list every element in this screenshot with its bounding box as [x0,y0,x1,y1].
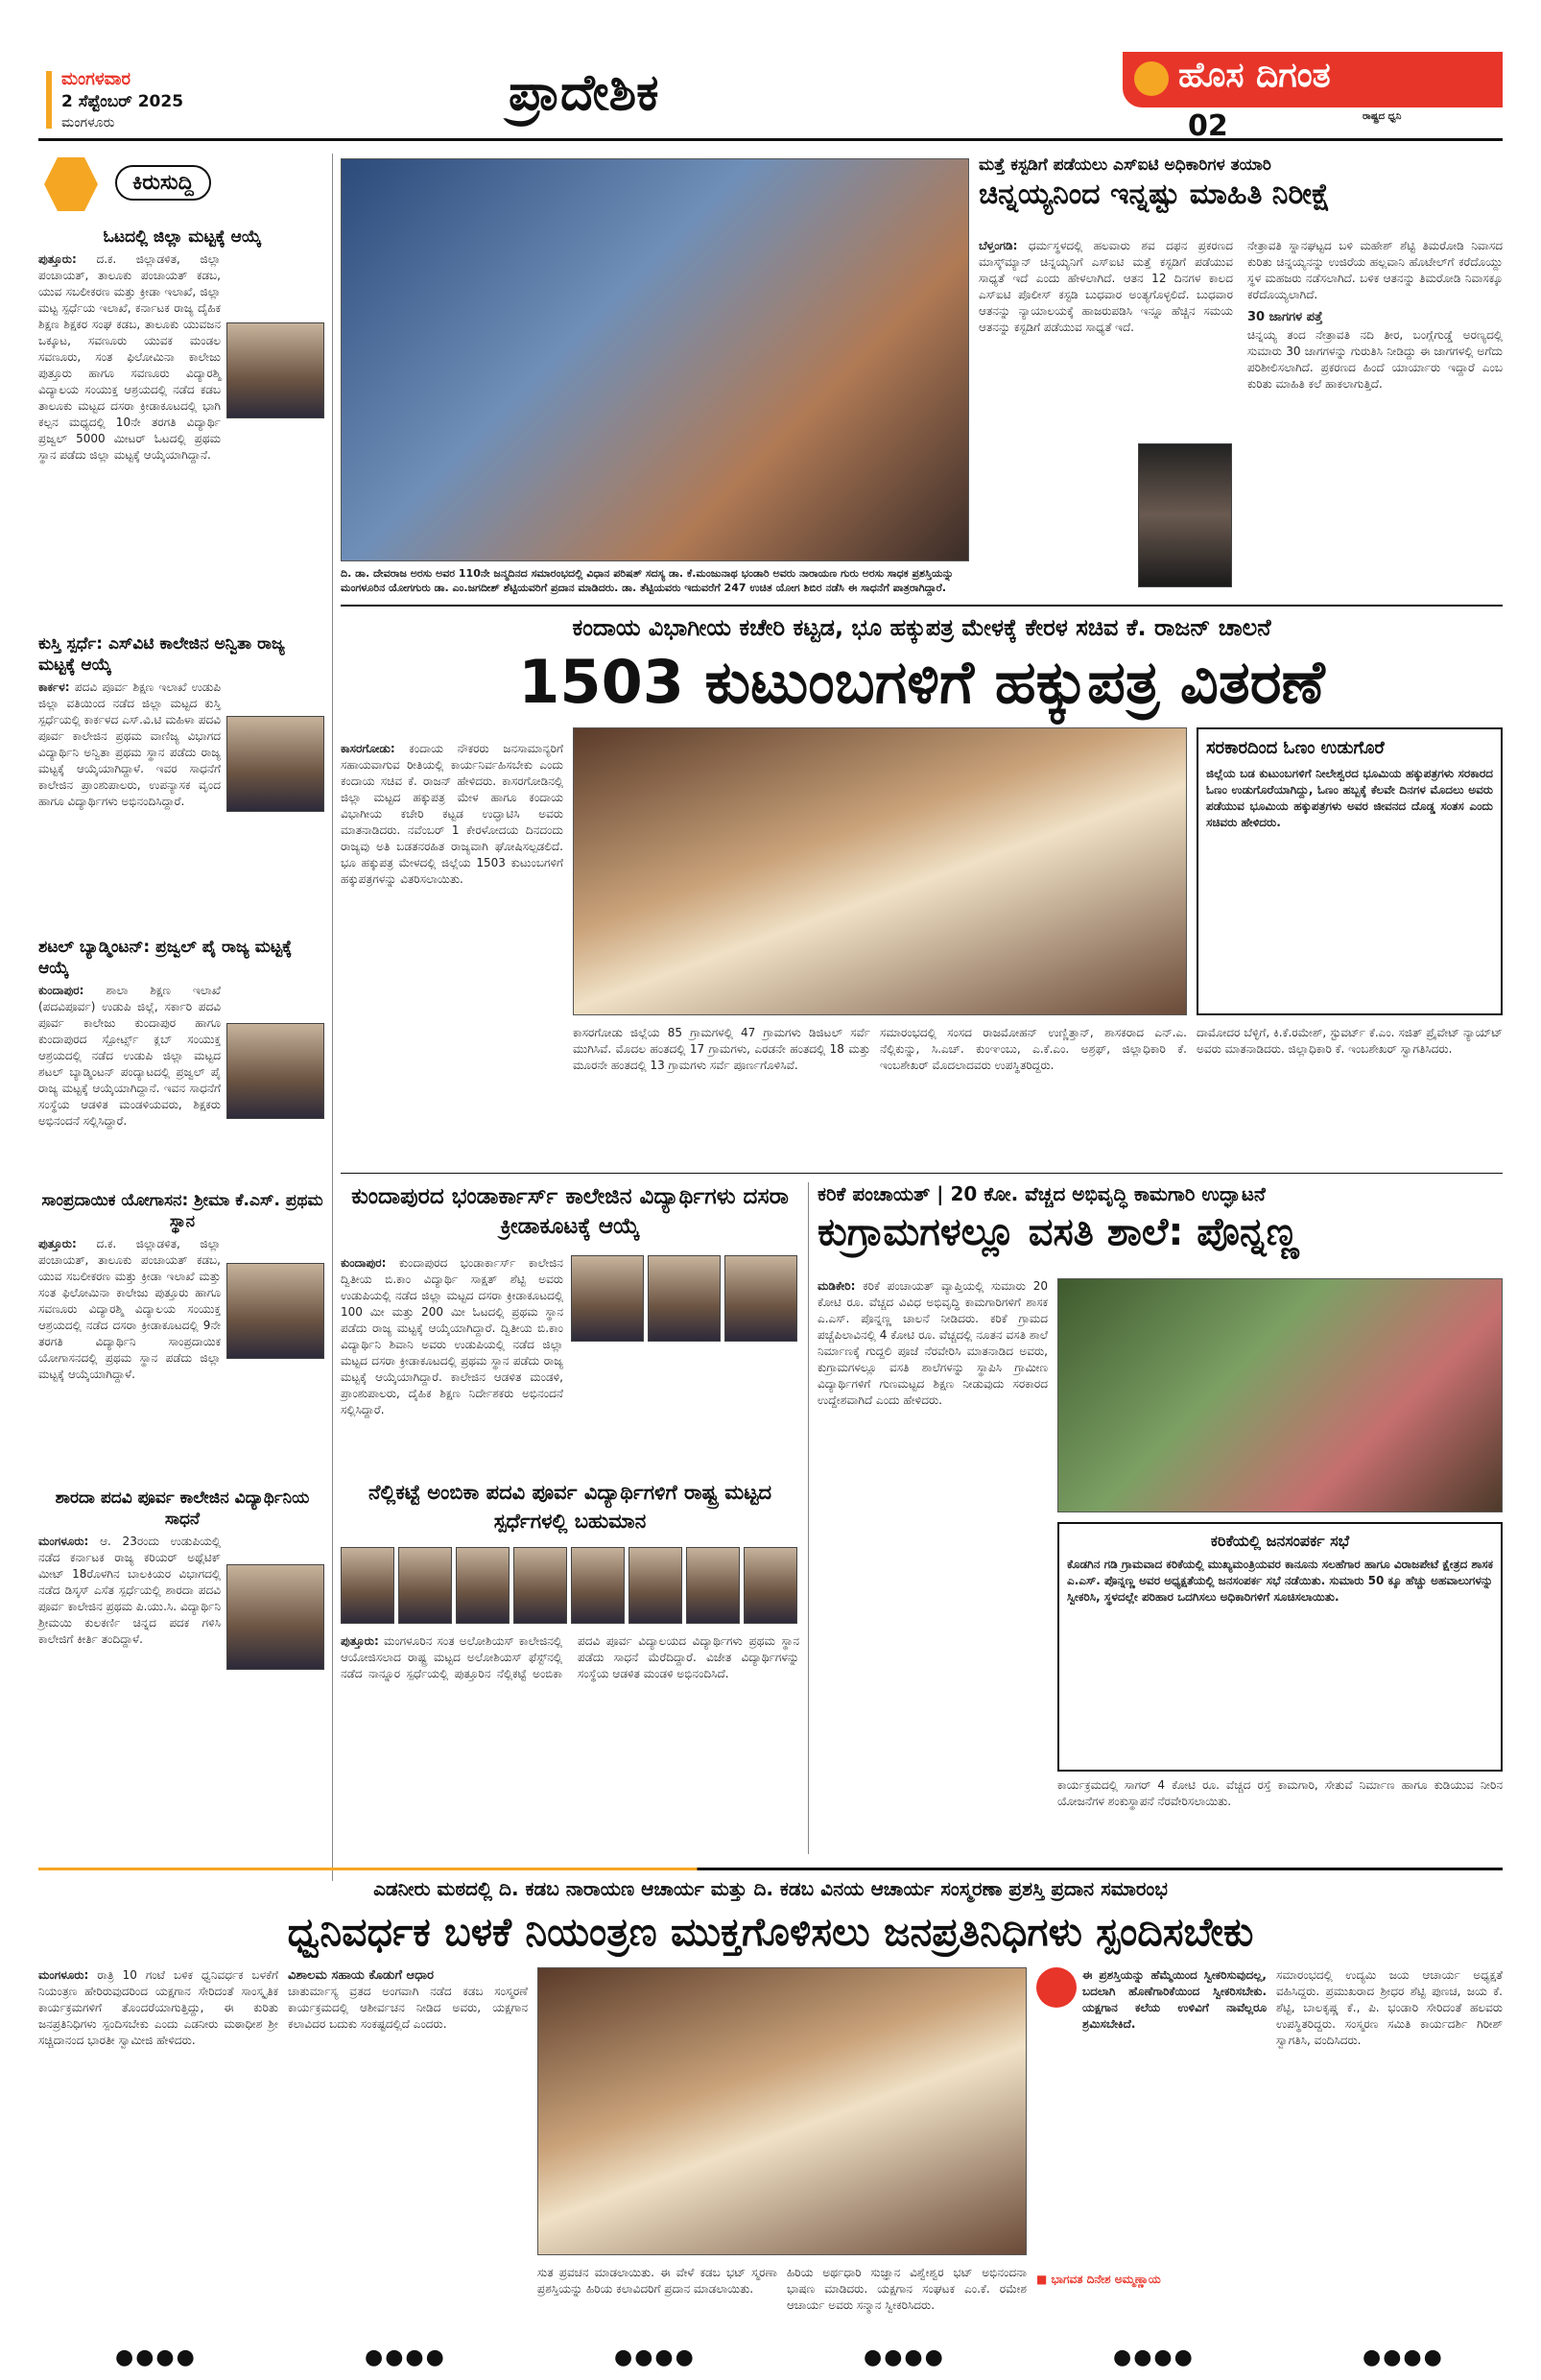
masthead-day: ಮಂಗಳವಾರ [61,69,131,89]
brief-5 [38,1488,326,1648]
brief-place: ಪುತ್ತೂರು: [38,252,77,266]
brief-2 [38,633,326,810]
day-bar [46,71,52,129]
karike-text: ಕರಿಕೆ ಪಂಚಾಯತ್ ವ್ಯಾಪ್ತಿಯಲ್ಲಿ ಸುಮಾರು 20 ಕೋಟಿ ರೂ. ವೆಚ್ಚದ ವಿವಿಧ ಅಭಿವೃದ್ಧಿ ಕಾಮಗಾರಿಗಳಿಗೆ ಶಾಸಕ ಎ.ಎಸ್. ಪೊನ್ನಣ್ಣ ಚಾಲನೆ ನೀಡಿದರು. ಕರಿಕೆ ಗ್ರಾಮದ ಪಚ್ಚೆಪಿಲಾವಿನಲ್ಲಿ 4 ಕೋಟಿ ರೂ. ವೆಚ್ಚದಲ್ಲಿ ನೂತನ ವಸತಿ ಶಾಲೆ ನಿರ್ಮಾಣಕ್ಕೆ ಗುದ್ದಲಿ ಪೂಜೆ ನೆರವೇರಿಸಿ ಮಾತನಾಡಿದ ಅವರು, ಕುಗ್ರಾಮಗಳಲ್ಲೂ ವಸತಿ ಶಾಲೆಗಳನ್ನು ಸ್ಥಾಪಿಸಿ ಗ್ರಾಮೀಣ ವಿದ್ಯಾರ್ಥಿಗಳಿಗೆ ಗುಣಮಟ್ಟದ ಶಿಕ್ಷಣ ನೀಡುವುದು ಸರಕಾರದ ಉದ್ದೇಶವಾಗಿದೆ ಎಂದು ಹೇಳಿದರು. [818,1279,1048,1407]
brief-text: ದ.ಕ. ಜಿಲ್ಲಾಡಳಿತ, ಜಿಲ್ಲಾ ಪಂಚಾಯತ್, ತಾಲೂಕು ಪಂಚಾಯತ್ ಕಡಬ, ಯುವ ಸಬಲೀಕರಣ ಮತ್ತು ಕ್ರೀಡಾ ಇಲಾಖೆ ಮತ್ತು ಸಂತ ಫಿಲೋಮಿನಾ ಕಾಲೇಜು ಪುತ್ತೂರು ಹಾಗೂ ಸವಣೂರು ವಿದ್ಯಾರಶ್ಮಿ ವಿದ್ಯಾಲಯ ಸಂಯುಕ್ತ ಆಶ್ರಯದಲ್ಲಿ ನಡೆದ ದಸರಾ ಕ್ರೀಡಾಕೂಟದಲ್ಲಿ 9ನೇ ತರಗತಿ ವಿದ್ಯಾರ್ಥಿನಿ ಸಾಂಪ್ರದಾಯಿಕ ಯೋಗಾಸನದಲ್ಲಿ ಪ್ರಥಮ ಸ್ಥಾನ ಪಡೆದು ಜಿಲ್ಲಾ ಮಟ್ಟಕ್ಕೆ ಆಯ್ಕೆಯಾಗಿದ್ದಾಳೆ. [38,1237,221,1381]
lead-sidebar-after: ದಾಮೋದರ ಬೆಳ್ಳಿಗೆ, ಕಿ.ಕೆ.ರಮೇಶ್, ಸ್ಟುವರ್ಟ್ ಕೆ.ಎಂ. ಸಜಿತ್ ಪ್ರೈವೇಟ್ ನ್ಯಾಯ್‌ಟ್ ಅವರು ಮಾತನಾಡಿದರು. ಜಿಲ್ಲಾಧಿಕಾರಿ ಕೆ. ಇಂಬಶೇಖರ್ ಸ್ವಾಗತಿಸಿದರು. [1197,1026,1503,1056]
continue-marker: ●●●● [614,2345,696,2369]
quote-text: ಈ ಪ್ರಶಸ್ತಿಯನ್ನು ಹೆಮ್ಮೆಯಿಂದ ಸ್ವೀಕರಿಸುವುದಲ್ಲ, ಬದಲಾಗಿ ಹೊಣೆಗಾರಿಕೆಯಿಂದ ಸ್ವೀಕರಿಸಬೇಕು. ಯಕ್ಷಗಾನ ಕಲೆಯ ಉಳಿವಿಗೆ ನಾವೆಲ್ಲರೂ ಶ್ರಮಿಸಬೇಕಿದೆ. [1082,1968,1267,2031]
karike-box-text: ಕೊಡಗಿನ ಗಡಿ ಗ್ರಾಮವಾದ ಕರಿಕೆಯಲ್ಲಿ ಮುಖ್ಯಮಂತ್ರಿಯವರ ಕಾನೂನು ಸಲಹೆಗಾರ ಹಾಗೂ ವಿರಾಜಪೇಟೆ ಕ್ಷೇತ್ರದ ಶಾಸಕ ಎ.ಎಸ್. ಪೊನ್ನಣ್ಣ ಅವರ ಅಧ್ಯಕ್ಷತೆಯಲ್ಲಿ ಜನಸಂಪರ್ಕ ಸಭೆ ನಡೆಯಿತು. ಸುಮಾರು 50 ಕ್ಕೂ ಹೆಚ್ಚು ಅಹವಾಲುಗಳನ್ನು ಸ್ವೀಕರಿಸಿ, ಸ್ಥಳದಲ್ಲೇ ಪರಿಹಾರ ಒದಗಿಸಲು ಅಧಿಕಾರಿಗಳಿಗೆ ಸೂಚಿಸಲಾಯಿತು. [1067,1558,1493,1604]
award-photo [341,158,969,561]
student-photo [744,1547,797,1624]
kiru-column [38,154,326,1478]
brief-text: ಶಾಲಾ ಶಿಕ್ಷಣ ಇಲಾಖೆ (ಪದವಿಪೂರ್ವ) ಉಡುಪಿ ಜಿಲ್ಲೆ, ಸರ್ಕಾರಿ ಪದವಿ ಪೂರ್ವ ಕಾಲೇಜು ಕುಂದಾಪುರ ಹಾಗೂ ಕುಂದಾಪುರದ ಸ್ಪೋರ್ಟ್ಸ್ ಕ್ಲಬ್ ಸಂಯುಕ್ತ ಆಶ್ರಯದಲ್ಲಿ ನಡೆದ ಉಡುಪಿ ಜಿಲ್ಲಾ ಮಟ್ಟದ ಶಟಲ್ ಬ್ಯಾಡ್ಮಿಂಟನ್ ಪಂದ್ಯಾಟದಲ್ಲಿ ಪ್ರಜ್ವಲ್ ಪೈ ರಾಜ್ಯ ಮಟ್ಟಕ್ಕೆ ಆಯ್ಕೆಯಾಗಿದ್ದಾನೆ. ಇವನ ಸಾಧನೆಗೆ ಸಂಸ್ಥೆಯ ಆಡಳಿತ ಮಂಡಳಿಯವರು, ಶಿಕ್ಷಕರು ಅಭಿನಂದನೆ ಸಲ್ಲಿಸಿದ್ದಾರೆ. [38,984,221,1128]
kiru-label: ಕಿರುಸುದ್ದಿ [115,165,211,201]
student-photo-3 [724,1255,797,1342]
kundapura-body [341,1255,563,1418]
brief-title: ಓಟದಲ್ಲಿ ಜಿಲ್ಲಾ ಮಟ್ಟಕ್ಕೆ ಆಯ್ಕೆ [103,227,262,247]
lead-kicker: ಕಂದಾಯ ವಿಭಾಗೀಯ ಕಚೇರಿ ಕಟ್ಟಡ, ಭೂ ಹಕ್ಕುಪತ್ರ ಮೇಳಕ್ಕೆ ಕೇರಳ ಸಚಿವ ಕೆ. ರಾಜನ್ ಚಾಲನೆ [572,614,1271,641]
karike-headline: ಕುಗ್ರಾಮಗಳಲ್ಲೂ ವಸತಿ ಶಾಲೆ: ಪೊನ್ನಣ್ಣ [818,1210,1299,1254]
brief-photo [226,1023,324,1119]
column-rule [332,154,333,1881]
brief-photo [226,322,324,418]
student-photo-strip [341,1547,799,1624]
lead-col3 [880,1025,1187,1074]
kundapura-text: ಕುಂದಾಪುರದ ಭಂಡಾರ್ಕಾರ್ಸ್ ಕಾಲೇಜಿನ ದ್ವಿತೀಯ ಬಿ.ಕಾಂ ವಿದ್ಯಾರ್ಥಿ ಸಾಕ್ಷತ್ ಶೆಟ್ಟಿ ಅವರು ಉಡುಪಿಯಲ್ಲಿ ನಡೆದ ಜಿಲ್ಲಾ ಮಟ್ಟದ ದಸರಾ ಕ್ರೀಡಾಕೂಟದಲ್ಲಿ 100 ಮೀ ಮತ್ತು 200 ಮೀ ಓಟದಲ್ಲಿ ಪ್ರಥಮ ಸ್ಥಾನ ಪಡೆದು ರಾಜ್ಯ ಮಟ್ಟಕ್ಕೆ ಆಯ್ಕೆಯಾಗಿದ್ದಾರೆ. ದ್ವಿತೀಯ ಬಿ.ಕಾಂ ವಿದ್ಯಾರ್ಥಿನಿ ಶಿವಾನಿ ಅವರು ಉಡುಪಿಯಲ್ಲಿ ನಡೆದ ಜಿಲ್ಲಾ ಮಟ್ಟದ ದಸರಾ ಕ್ರೀಡಾಕೂಟದಲ್ಲಿ ಪ್ರಥಮ ಸ್ಥಾನ ಪಡೆದು ರಾಜ್ಯ ಮಟ್ಟಕ್ಕೆ ಆಯ್ಕೆಯಾಗಿದ್ದಾರೆ. ಕಾಲೇಜಿನ ಆಡಳಿತ ಮಂಡಳಿ, ಪ್ರಾಂಶುಪಾಲರು, ದೈಹಿಕ ಶಿಕ್ಷಣ ನಿರ್ದೇಶಕರು ಅಭಿನಂದನೆ ಸಲ್ಲಿಸಿದ್ದಾರೆ. [341,1256,563,1416]
top-story-col2 [1247,238,1503,393]
masthead [38,56,1503,143]
top-story-kicker: ಮತ್ತೆ ಕಸ್ಟಡಿಗೆ ಪಡೆಯಲು ಎಸ್‌ಐಟಿ ಅಧಿಕಾರಿಗಳ ತಯಾರಿ [979,155,1271,175]
lead-headline: 1503 ಕುಟುಂಬಗಳಿಗೆ ಹಕ್ಕುಪತ್ರ ವಿತರಣೆ [518,647,1325,717]
continue-marker: ●●●● [1113,2345,1195,2369]
lead-col2 [573,1025,870,1074]
karike-story [818,1182,1503,1854]
karike-col1 [818,1278,1048,1844]
brief-photo [226,1263,324,1359]
section-title: ಪ್ರಾದೇಶಿಕ [509,63,659,122]
nellikatte-text: ಮಂಗಳೂರಿನ ಸಂತ ಅಲೋಶಿಯಸ್ ಕಾಲೇಜಿನಲ್ಲಿ ಆಯೋಜಿಸಲಾದ ರಾಷ್ಟ್ರ ಮಟ್ಟದ ಅಲೋಶಿಯಸ್ ಫೆಸ್ಟ್‌ನಲ್ಲಿ ನಡೆದ ನಾನ್ನೂರ ಸ್ಪರ್ಧೆಯಲ್ಲಿ ಪುತ್ತೂರಿನ ನೆಲ್ಲಿಕಟ್ಟೆ ಅಂಬಿಕಾ ಪದವಿ ಪೂರ್ವ ವಿದ್ಯಾಲಯದ ವಿದ್ಯಾರ್ಥಿಗಳು ಪ್ರಥಮ ಸ್ಥಾನ ಪಡೆದು ಸಾಧನೆ ಮೆರೆದಿದ್ದಾರೆ. ವಿಜೇತ ವಿದ್ಯಾರ್ಥಿಗಳನ್ನು ಸಂಸ್ಥೆಯ ಆಡಳಿತ ಮಂಡಳಿ ಅಭಿನಂದಿಸಿದೆ. [341,1634,799,1680]
bottom-col3: ಸುತ ಪ್ರವಚನ ಮಾಡಲಾಯಿತು. ಈ ವೇಳೆ ಕಡಬ ಭಟ್ ಸ್ಮರಣಾ ಪ್ರಶಸ್ತಿಯನ್ನು ಹಿರಿಯ ಕಲಾವಿದರಿಗೆ ಪ್ರದಾನ ಮಾಡಲಾಯಿತು. [537,2266,777,2296]
karike-photo [1057,1278,1503,1512]
quote-author-name: ಭಾಗವತ ದಿನೇಶ ಅಮ್ಮಣ್ಣಾಯ [1051,2273,1161,2286]
brief-body [38,983,221,1130]
brief-text: ಪದವಿ ಪೂರ್ವ ಶಿಕ್ಷಣ ಇಲಾಖೆ ಉಡುಪಿ ಜಿಲ್ಲಾ ವತಿಯಿಂದ ನಡೆದ ಜಿಲ್ಲಾ ಮಟ್ಟದ ಕುಸ್ತಿ ಸ್ಪರ್ಧೆಯಲ್ಲಿ ಕಾರ್ಕಳದ ಎಸ್.ವಿ.ಟಿ ಮಹಿಳಾ ಪದವಿ ಪೂರ್ವ ಕಾಲೇಜಿನ ಪ್ರಥಮ ವಾಣಿಜ್ಯ ವಿಭಾಗದ ವಿದ್ಯಾರ್ಥಿನಿ ಅನ್ವಿತಾ ಪ್ರಥಮ ಸ್ಥಾನ ಪಡೆದು ರಾಜ್ಯ ಮಟ್ಟಕ್ಕೆ ಆಯ್ಕೆಯಾಗಿದ್ದಾಳೆ. ಇವರ ಸಾಧನೆಗೆ ಕಾಲೇಜಿನ ಪ್ರಾಂಶುಪಾಲರು, ಉಪನ್ಯಾಸಕ ವೃಂದ ಹಾಗೂ ವಿದ್ಯಾರ್ಥಿಗಳು ಅಭಿನಂದಿಸಿದ್ದಾರೆ. [38,680,221,808]
lead-sidebar [1197,727,1503,1015]
page-number: 02 [1188,109,1228,143]
brief-4 [38,1190,326,1383]
bottom-subhead: ವಿಶಾಲಮ ಸಹಾಯ ಕೊಡುಗೆ ಆಧಾರ [288,1968,434,1983]
top-story-body2: ನೇತ್ರಾವತಿ ಸ್ನಾನಘಟ್ಟದ ಬಳಿ ಮಹೇಶ್ ಶೆಟ್ಟಿ ತಿಮರೋಡಿ ನಿವಾಸದ ಕುರಿತು ಚಿನ್ನಯ್ಯನನ್ನು ಉಜಿರೆಯ ಹಲ್ಲವಾನಿ ಹೊಟೇಲ್‌ಗೆ ಕರೆದೊಯ್ದು ಸ್ಥಳ ಮಹಜರು ನಡೆಸಲಾಗಿದೆ. ಬಳಿಕ ಆತನನ್ನು ತಿಮರೋಡಿ ನಿವಾಸಕ್ಕೂ ಕರೆದೊಯ್ಯಲಾಗಿದೆ. [1247,239,1503,301]
bottom-quote-box [1036,1967,1267,2332]
bottom-rule-color [38,1868,1503,1870]
top-story-headline: ಚಿನ್ನಯ್ಯನಿಂದ ಇನ್ನಷ್ಟು ಮಾಹಿತಿ ನಿರೀಕ್ಷೆ [979,178,1331,211]
paper-name: ಹೊಸ ದಿಗಂತ [1178,56,1331,95]
continue-marker: ●●●● [864,2345,945,2369]
continue-marker: ●●●● [365,2345,446,2369]
brief-text: ದ.ಕ. ಜಿಲ್ಲಾಡಳಿತ, ಜಿಲ್ಲಾ ಪಂಚಾಯತ್, ತಾಲೂಕು ಪಂಚಾಯತ್ ಕಡಬ, ಯುವ ಸಬಲೀಕರಣ ಮತ್ತು ಕ್ರೀಡಾ ಇಲಾಖೆ, ಜಿಲ್ಲಾ ಮಟ್ಟ ಸ್ಪರ್ಧೆಯ ಇಲಾಖೆ, ಕರ್ನಾಟಕ ರಾಜ್ಯ ದೈಹಿಕ ಶಿಕ್ಷಣ ಶಿಕ್ಷಕರ ಸಂಘ ಕಡಬ, ತಾಲೂಕು ಯುವಜನ ಒಕ್ಕೂಟ, ಸವಣೂರು ಯುವಕ ಮಂಡಲ ಸವಣೂರು, ಸಂತ ಫಿಲೋಮಿನಾ ಕಾಲೇಜು ಪುತ್ತೂರು ಹಾಗೂ ಸವಣೂರು ವಿದ್ಯಾರಶ್ಮಿ ವಿದ್ಯಾಲಯ ಸಂಯುಕ್ತ ಆಶ್ರಯದಲ್ಲಿ ನಡೆದ ಕಡಬ ತಾಲೂಕು ಮಟ್ಟದ ದಸರಾ ಕ್ರೀಡಾಕೂಟದಲ್ಲಿ ಭಾಗಿ ಕಲ್ಪನ ಮಧ್ಯದಲ್ಲಿ 10ನೇ ತರಗತಿ ವಿದ್ಯಾರ್ಥಿ ಪ್ರಜ್ವಲ್ 5000 ಮೀಟರ್ ಓಟದಲ್ಲಿ ಪ್ರಥಮ ಸ್ಥಾನ ಪಡೆದು ಜಿಲ್ಲಾ ಮಟ್ಟಕ್ಕೆ ಆಯ್ಕೆಯಾಗಿದ್ದಾನೆ. [38,252,221,462]
logo-emblem-icon [1134,61,1169,96]
brief-place: ಕುಂದಾಪುರ: [38,984,84,997]
top-story-body3: ಚಿನ್ನಯ್ಯ ತಂದ ನೇತ್ರಾವತಿ ನದಿ ತೀರ, ಬಂಗ್ಲೆಗುಡ್ಡೆ ಅರಣ್ಯದಲ್ಲಿ ಸುಮಾರು 30 ಜಾಗಗಳನ್ನು ಗುರುತಿಸಿ ನೀಡಿದ್ದು ಈ ಜಾಗಗಳಲ್ಲಿ ಅಗೆದು ಪರಿಶೀಲಿಸಲಾಗಿದೆ. ಪ್ರಕರಣದ ಹಿಂದೆ ಯಾರ್ಯಾರು ಇದ್ದಾರೆ ಎಂಬ ಕುರಿತು ಮಾಹಿತಿ ಕಲೆ ಹಾಕಲಾಗುತ್ತಿದೆ. [1247,328,1503,391]
masthead-date: 2 ಸೆಪ್ಟೆಂಬರ್ 2025 [61,92,184,111]
top-story-place: ಬೆಳ್ತಂಗಡಿ: [979,239,1018,252]
nellikatte-place: ಪುತ್ತೂರು: [341,1634,379,1648]
sidebar-title: ಸರಕಾರದಿಂದ ಓಣಂ ಉಡುಗೊರೆ [1206,738,1385,758]
brief-body [38,679,221,810]
masthead-city: ಮಂಗಳೂರು [61,115,115,131]
brief-place: ಪುತ್ತೂರು: [38,1237,77,1250]
student-photo [398,1547,452,1624]
brief-body [38,251,221,464]
lead-body-right: ಸಮಾರಂಭದಲ್ಲಿ ಸಂಸದ ರಾಜಮೋಹನ್ ಉಣ್ಣಿತ್ತಾನ್, ಶಾಸಕರಾದ ಎನ್.ಎ. ನೆಲ್ಲಿಕುನ್ನು, ಸಿ.ಎಚ್. ಕುಂಞಂಬು, ಎ.ಕೆ.ಎಂ. ಅಶ್ರಫ್, ಜಿಲ್ಲಾಧಿಕಾರಿ ಕೆ. ಇಂಬಶೇಖರ್ ಮೊದಲಾದವರು ಉಪಸ್ಥಿತರಿದ್ದರು. [880,1026,1187,1072]
student-photo [686,1547,740,1624]
bottom-kicker: ಎಡನೀರು ಮಠದಲ್ಲಿ ದಿ. ಕಡಬ ನಾರಾಯಣ ಆಚಾರ್ಯ ಮತ್ತು ದಿ. ಕಡಬ ವಿನಯ ಆಚಾರ್ಯ ಸಂಸ್ಮರಣಾ ಪ್ರಶಸ್ತಿ ಪ್ರದಾನ ಸಮಾರಂಭ [373,1877,1168,1900]
kundapura-place: ಕುಂದಾಪುರ: [341,1256,387,1270]
student-photo-1 [571,1255,644,1342]
student-photo [341,1547,394,1624]
nellikatte-body [341,1633,799,1682]
student-photo [628,1547,682,1624]
quote-author [1036,2273,1267,2287]
brief-body [38,1534,221,1648]
karike-kicker: ಕರಿಕೆ ಪಂಚಾಯತ್ | 20 ಕೋ. ವೆಚ್ಚದ ಅಭಿವೃದ್ಧಿ ಕಾಮಗಾರಿ ಉದ್ಘಾಟನೆ [818,1182,1266,1205]
bottom-headline: ಧ್ವನಿವರ್ಧಕ ಬಳಕೆ ನಿಯಂತ್ರಣ ಮುಕ್ತಗೊಳಿಸಲು ಜನಪ್ರತಿನಿಧಿಗಳು ಸ್ಪಂದಿಸಬೇಕು [287,1909,1254,1955]
masthead-rule [38,138,1503,141]
lead-body-mid: ಕಾಸರಗೋಡು ಜಿಲ್ಲೆಯ 85 ಗ್ರಾಮಗಳಲ್ಲಿ 47 ಗ್ರಾಮಗಳು ಡಿಜಿಟಲ್ ಸರ್ವೆ ಮುಗಿಸಿವೆ. ಮೊದಲ ಹಂತದಲ್ಲಿ 17 ಗ್ರಾಮಗಳು, ಎರಡನೇ ಹಂತದಲ್ಲಿ 18 ಮತ್ತು ಮೂರನೇ ಹಂತದಲ್ಲಿ 13 ಗ್ರಾಮಗಳು ಸರ್ವೆ ಪೂರ್ಣಗೊಳಿಸಿವೆ. [573,1026,870,1072]
brief-title: ಶಟಲ್ ಬ್ಯಾಡ್ಮಿಂಟನ್: ಪ್ರಜ್ವಲ್ ಪೈ ರಾಜ್ಯ ಮಟ್ಟಕ್ಕೆ ಆಯ್ಕೆ [38,938,293,978]
student-photo [571,1547,625,1624]
quote-bullet-icon: ■ [1036,2273,1052,2286]
brief-place: ಮಂಗಳೂರು: [38,1535,89,1548]
top-story-subhead: 30 ಜಾಗಗಳ ಪತ್ತೆ [1247,310,1323,324]
lead-col1 [341,741,563,888]
bottom-text: ರಾತ್ರಿ 10 ಗಂಟೆ ಬಳಿಕ ಧ್ವನಿವರ್ಧಕ ಬಳಕೆಗೆ ನಿಯಂತ್ರಣ ಹೇರಿರುವುದರಿಂದ ಯಕ್ಷಗಾನ ಸೇರಿದಂತೆ ಸಾಂಸ್ಕೃತಿಕ ಕಾರ್ಯಕ್ರಮಗಳಿಗೆ ತೊಂದರೆಯಾಗುತ್ತಿದ್ದು, ಈ ಕುರಿತು ಜನಪ್ರತಿನಿಧಿಗಳು ಸ್ಪಂದಿಸಬೇಕು ಎಂದು ಎಡನೀರು ಮಠಾಧೀಶ ಶ್ರೀ ಸಚ್ಚಿದಾನಂದ ಭಾರತೀ ಸ್ವಾಮೀಜಿ ಹೇಳಿದರು. [38,1968,278,2047]
brief-title: ಸಾಂಪ್ರದಾಯಿಕ ಯೋಗಾಸನ: ಶ್ರೀಮಾ ಕೆ.ಎಸ್. ಪ್ರಥಮ ಸ್ಥಾನ [41,1191,323,1231]
column-rule [808,1182,809,1854]
bottom-col4: ಹಿರಿಯ ಅರ್ಥಧಾರಿ ಸುಜ್ಞಾನ ವಿಶ್ವೇಶ್ವರ ಭಟ್ ಅಭಿನಂದನಾ ಭಾಷಣ ಮಾಡಿದರು. ಯಕ್ಷಗಾನ ಸಂಘಟಕ ಎಂ.ಕೆ. ರಮೇಶ ಆಚಾರ್ಯ ಅವರು ಸನ್ಮಾನ ಸ್ವೀಕರಿಸಿದರು. [787,2266,1027,2312]
nellikatte-story [341,1478,799,1843]
student-photo [513,1547,567,1624]
top-story-col1 [979,238,1233,336]
kiru-header [38,154,326,215]
section-rule [341,605,1503,607]
brief-title: ಶಾರದಾ ಪದವಿ ಪೂರ್ವ ಕಾಲೇಜಿನ ವಿದ್ಯಾರ್ಥಿನಿಯ ಸಾಧನೆ [55,1488,310,1529]
bottom-photo [537,1967,1027,2255]
brief-1 [38,226,326,464]
lead-photo [573,727,1187,1015]
bottom-place: ಮಂಗಳೂರು: [38,1968,89,1982]
top-story [979,155,1503,597]
kundapura-story [341,1182,799,1470]
award-photo-caption: ದಿ. ಡಾ. ದೇವರಾಜ ಅರಸು ಅವರ 110ನೇ ಜನ್ಮದಿನದ ಸಮಾರಂಭದಲ್ಲಿ ವಿಧಾನ ಪರಿಷತ್ ಸದಸ್ಯ ಡಾ. ಕೆ.ಮಂಜುನಾಥ ಭಂಡಾರಿ ಅವರು ನಾರಾಯಣ ಗುರು ಅರಸು ಸಾಧಕ ಪ್ರಶಸ್ತಿಯನ್ನು ಮಂಗಳೂರಿನ ಯೋಗಗುರು ಡಾ. ಎಂ.ಜಗದೀಶ್ ಶೆಟ್ಟಿಯವರಿಗೆ ಪ್ರದಾನ ಮಾಡಿದರು. ಡಾ. ತೆಟ್ಟಿಯವರು ಇದುವರೆಗೆ 247 ಉಚಿತ ಯೋಗ ಶಿಬಿರ ನಡೆಸಿ ಈ ಸಾಧನೆಗೆ ಪಾತ್ರರಾಗಿದ್ದಾರೆ. [341,567,954,594]
karike-box-title: ಕರಿಕೆಯಲ್ಲಿ ಜನಸಂಪರ್ಕ ಸಭೆ [1210,1532,1350,1550]
bottom-col2 [288,1967,528,2332]
brief-text: ಆ. 23ರಂದು ಉಡುಪಿಯಲ್ಲಿ ನಡೆದ ಕರ್ನಾಟಕ ರಾಜ್ಯ ಕರಿಯರ್ ಅಥ್ಲೆಟಿಕ್ ಮೀಟ್ 18ರೊಳಗಿನ ಬಾಲಕಿಯರ ವಿಭಾಗದಲ್ಲಿ ನಡೆದ ಡಿಸ್ಕಸ್ ಎಸೆತ ಸ್ಪರ್ಧೆಯಲ್ಲಿ ಶಾರದಾ ಪದವಿ ಪೂರ್ವ ಕಾಲೇಜಿನ ಪ್ರಥಮ ಪಿ.ಯು.ಸಿ. ವಿದ್ಯಾರ್ಥಿನಿ ಶ್ರೀಮಯಿ ಕುಲಕರ್ಣಿ ಚಿನ್ನದ ಪದಕ ಗಳಿಸಿ ಕಾಲೇಜಿಗೆ ಕೀರ್ತಿ ತಂದಿದ್ದಾಳೆ. [38,1535,221,1646]
brief-3 [38,937,326,1130]
karike-col2: ಕಾರ್ಯಕ್ರಮದಲ್ಲಿ ಸಾಗರ್ 4 ಕೋಟಿ ರೂ. ವೆಚ್ಚದ ರಸ್ತೆ ಕಾಮಗಾರಿ, ಸೇತುವೆ ನಿರ್ಮಾಣ ಹಾಗೂ ಕುಡಿಯುವ ನೀರಿನ ಯೋಜನೆಗಳ ಶಂಕುಸ್ಥಾಪನೆ ನೆರವೇರಿಸಲಾಯಿತು. [1057,1778,1503,1808]
brief-photo [226,1564,324,1670]
bottom-col5: ಸಮಾರಂಭದಲ್ಲಿ ಉದ್ಯಮಿ ಜಯ ಆಚಾರ್ಯ ಅಧ್ಯಕ್ಷತೆ ವಹಿಸಿದ್ದರು. ಪ್ರಮುಖರಾದ ಶ್ರೀಧರ ಶೆಟ್ಟಿ ಪುಣಚ, ಜಯ ಕೆ. ಶೆಟ್ಟಿ, ಬಾಲಕೃಷ್ಣ ಕೆ., ಪಿ. ಭಂಡಾರಿ ಸೇರಿದಂತೆ ಹಲವರು ಉಪಸ್ಥಿತರಿದ್ದರು. ಸಂಸ್ಮರಣ ಸಮಿತಿ ಕಾರ್ಯದರ್ಶಿ ಗಿರೀಶ್ ಸ್ವಾಗತಿಸಿ, ವಂದಿಸಿದರು. [1276,1968,1503,2047]
bottom-col1 [38,1967,278,2332]
lead-body-left: ಕಂದಾಯ ನೌಕರರು ಜನಸಾಮಾನ್ಯರಿಗೆ ಸಹಾಯವಾಗುವ ರೀತಿಯಲ್ಲಿ ಕಾರ್ಯನಿರ್ವಹಿಸಬೇಕು ಎಂದು ಕಂದಾಯ ಸಚಿವ ಕೆ. ರಾಜನ್ ಹೇಳಿದರು. ಕಾಸರಗೋಡಿನಲ್ಲಿ ಜಿಲ್ಲಾ ಮಟ್ಟದ ಹಕ್ಕುಪತ್ರ ಮೇಳ ಹಾಗೂ ಕಂದಾಯ ವಿಭಾಗೀಯ ಕಚೇರಿ ಕಟ್ಟಡ ಉದ್ಘಾಟಿಸಿ ಅವರು ಮಾತನಾಡಿದರು. ನವೆಂಬರ್ 1 ಕೇರಳೋದಯ ದಿನದಂದು ರಾಜ್ಯವು ಅತಿ ಬಡತನರಹಿತ ರಾಜ್ಯವಾಗಿ ಘೋಷಿಸಲ್ಪಡಲಿದೆ. ಭೂ ಹಕ್ಕುಪತ್ರ ಮೇಳದಲ್ಲಿ ಜಿಲ್ಲೆಯ 1503 ಕುಟುಂಬಗಳಿಗೆ ಹಕ್ಕುಪತ್ರಗಳನ್ನು ವಿತರಿಸಲಾಯಿತು. [341,742,563,886]
lead-place: ಕಾಸರಗೋಡು: [341,742,395,755]
quote-icon [1036,1967,1077,2008]
logo-box [1123,52,1503,107]
brief-title: ಕುಸ್ತಿ ಸ್ಪರ್ಧೆ: ಎಸ್‌ವಿಟಿ ಕಾಲೇಜಿನ ಅನ್ವಿತಾ ರಾಜ್ಯ ಮಟ್ಟಕ್ಕೆ ಆಯ್ಕೆ [38,634,285,675]
section-rule [341,1173,1503,1174]
sidebar-text: ಜಿಲ್ಲೆಯ ಬಡ ಕುಟುಂಬಗಳಿಗೆ ನೀಲೇಶ್ವರದ ಭೂಮಿಯ ಹಕ್ಕುಪತ್ರಗಳು ಸರಕಾರದ ಓಣಂ ಉಡುಗೊರೆಯಾಗಿದ್ದು, ಓಣಂ ಹಬ್ಬಕ್ಕೆ ಕೆಲವೇ ದಿನಗಳ ಮೊದಲು ಅವರು ಪಡೆಯುವ ಭೂಮಿಯ ಹಕ್ಕುಪತ್ರಗಳು ಅವರ ಜೀವನದ ದೊಡ್ಡ ಸಂತಸ ಎಂದು ಸಚಿವರು ಹೇಳಿದರು. [1206,767,1493,829]
karike-place: ಮಡಿಕೇರಿ: [818,1279,856,1293]
kundapura-headline: ಕುಂದಾಪುರದ ಭಂಡಾರ್ಕಾರ್ಸ್ ಕಾಲೇಜಿನ ವಿದ್ಯಾರ್ಥಿಗಳು ದಸರಾ ಕ್ರೀಡಾಕೂಟಕ್ಕೆ ಆಯ್ಕೆ [351,1184,789,1239]
brief-body [38,1236,221,1383]
nellikatte-headline: ನೆಲ್ಲಿಕಟ್ಟೆ ಅಂಬಿಕಾ ಪದವಿ ಪೂರ್ವ ವಿದ್ಯಾರ್ಥಿಗಳಿಗೆ ರಾಷ್ಟ್ರ ಮಟ್ಟದ ಸ್ಪರ್ಧೆಗಳಲ್ಲಿ ಬಹುಮಾನ [367,1481,772,1533]
continue-marker: ●●●● [115,2345,197,2369]
student-photo-2 [648,1255,721,1342]
top-story-body1: ಧರ್ಮಸ್ಥಳದಲ್ಲಿ ಹಲವಾರು ಶವ ದಫನ ಪ್ರಕರಣದ ಮಾಸ್ಕ್‌ಮ್ಯಾನ್ ಚಿನ್ನಯ್ಯನಿಗೆ ಎಸ್‌ಐಟಿ ಮತ್ತೆ ಕಸ್ಟಡಿಗೆ ಪಡೆಯುವ ಸಾಧ್ಯತೆ ಇದೆ ಎಂದು ಹೇಳಲಾಗಿದೆ. ಆತನ 12 ದಿನಗಳ ಕಾಲದ ಎಸ್‌ಐಟಿ ಪೊಲೀಸ್ ಕಸ್ಟಡಿ ಬುಧವಾರ ಅಂತ್ಯಗೊಳ್ಳಲಿದೆ. ಬುಧವಾರ ಆತನನ್ನು ನ್ಯಾಯಾಲಯಕ್ಕೆ ಹಾಜರುಪಡಿಸಿ ಇನ್ನೂ ಹೆಚ್ಚಿನ ಸಮಯ ಆತನನ್ನು ಕಸ್ಟಡಿಗೆ ಪಡೆಯುವ ಸಾಧ್ಯತೆ ಇದೆ. [979,239,1233,334]
karike-box [1057,1522,1503,1772]
paper-tagline: ರಾಷ್ಟ್ರದ ಧ್ವನಿ [1363,111,1402,122]
hand-icon [44,157,98,211]
continue-marker: ●●●● [1363,2345,1444,2369]
brief-photo [226,716,324,812]
brief-place: ಕಾರ್ಕಳ: [38,680,70,694]
masked-man-photo [1138,443,1232,587]
student-photo [456,1547,510,1624]
bottom-text-2: ಚಾತುರ್ಮಾಸ್ಯ ವ್ರತದ ಅಂಗವಾಗಿ ನಡೆದ ಕಡಬ ಸಂಸ್ಮರಣೆ ಕಾರ್ಯಕ್ರಮದಲ್ಲಿ ಆಶೀರ್ವಚನ ನೀಡಿದ ಅವರು, ಯಕ್ಷಗಾನ ಕಲಾವಿದರ ಬದುಕು ಸಂಕಷ್ಟದಲ್ಲಿದೆ ಎಂದರು. [288,1985,528,2031]
